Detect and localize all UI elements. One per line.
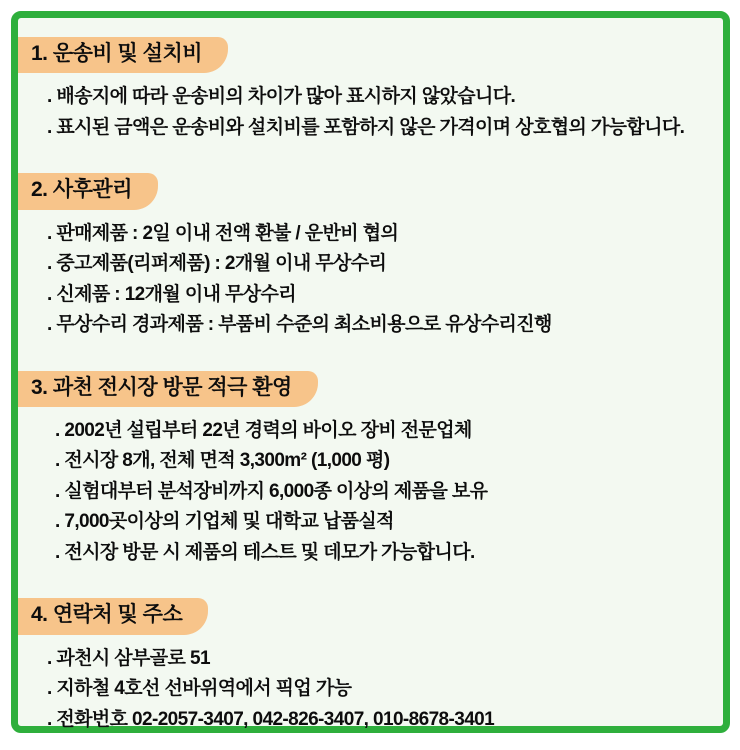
notice-card	[11, 11, 730, 733]
section-shipping-install	[18, 37, 723, 143]
list-item: . 표시된 금액은 운송비와 설치비를 포함하지 않은 가격이며 상호협의 가능합니다.	[47, 116, 685, 138]
list-item: . 중고제품(리퍼제품) : 2개월 이내 무상수리	[47, 253, 387, 274]
section-title-shipping-install: 1. 운송비 및 설치비	[18, 37, 228, 73]
list-item: . 무상수리 경과제품 : 부품비 수준의 최소비용으로 유상수리진행	[47, 314, 552, 335]
list-item: . 전시장 방문 시 제품의 테스트 및 데모가 가능합니다.	[55, 541, 475, 563]
section-after-sales	[18, 173, 723, 340]
list-item: . 7,000곳이상의 기업체 및 대학교 납품실적	[55, 511, 394, 533]
bullet-list-after-sales	[18, 219, 723, 341]
list-item: . 신제품 : 12개월 이내 무상수리	[47, 283, 297, 305]
section-title-after-sales: 2. 사후관리	[18, 173, 158, 209]
bullet-list-contact-address	[18, 644, 723, 736]
bullet-list-shipping-install	[18, 82, 723, 143]
list-item: . 전화번호 02-2057-3407, 042-826-3407, 010-8678-3401	[47, 708, 495, 730]
list-item: . 과천시 삼부골로 51	[47, 647, 210, 669]
bullet-list-showroom-visit	[18, 416, 723, 569]
list-item: . 실험대부터 분석장비까지 6,000종 이상의 제품을 보유	[55, 480, 488, 502]
list-item: . 판매제품 : 2일 이내 전액 환불 / 운반비 협의	[47, 222, 399, 244]
section-title-showroom-visit: 3. 과천 전시장 방문 적극 환영	[18, 371, 318, 407]
section-title-contact-address: 4. 연락처 및 주소	[18, 598, 208, 634]
list-item: . 지하철 4호선 선바위역에서 픽업 가능	[47, 678, 352, 699]
section-showroom-visit	[18, 371, 723, 569]
list-item: . 전시장 8개, 전체 면적 3,300m² (1,000 평)	[55, 450, 390, 472]
section-contact-address	[18, 598, 723, 735]
list-item: . 2002년 설립부터 22년 경력의 바이오 장비 전문업체	[55, 419, 472, 441]
list-item: . 배송지에 따라 운송비의 차이가 많아 표시하지 않았습니다.	[47, 86, 516, 108]
